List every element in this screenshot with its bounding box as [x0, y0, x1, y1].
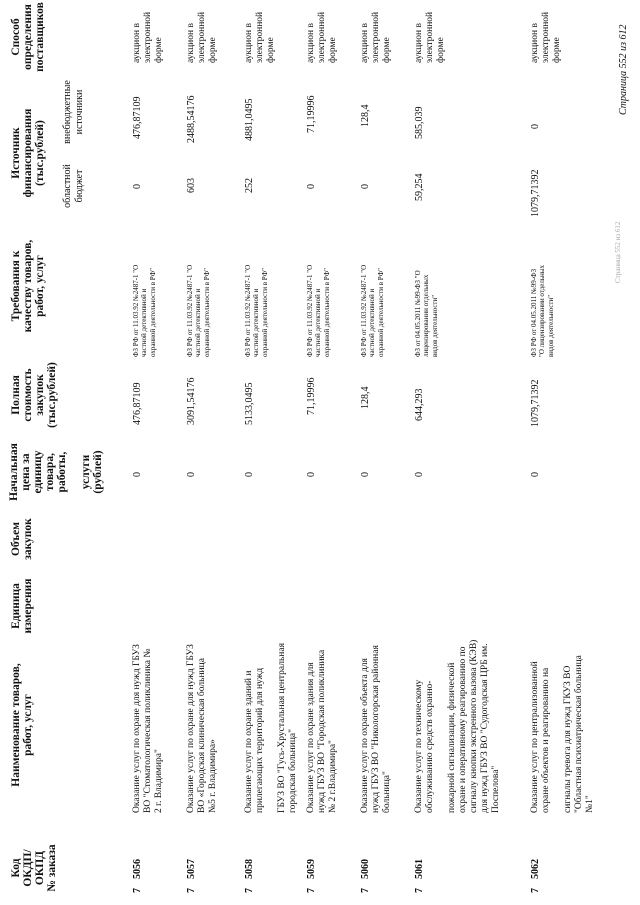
row-requirements: ФЗ РФ от 11.03.92 №2487-1 "О частной детективной и охранной деятельности в РФ" [132, 264, 157, 357]
header-requirements: Требования к качеству товаров, работ, услуг [10, 239, 46, 333]
row-regional: 0 [306, 184, 317, 189]
header-regional: областной бюджет [62, 164, 85, 208]
row-regional: 603 [186, 178, 197, 193]
row-start-price: 0 [360, 472, 371, 477]
row-requirements: ФЗ РФ от 11.03.92 №2487-1 "О частной детективной и охранной деятельности в РФ" [244, 264, 269, 357]
row-method: аукцион в электронной форме [186, 11, 218, 63]
row-start-price: 0 [132, 472, 143, 477]
row-method: аукцион в электронной форме [306, 11, 338, 63]
row-regional: 1079,71392 [530, 169, 541, 217]
row-name: Оказание услуг по охране здания для нужд ГБУЗ ВО "Городская поликлиника № 2 г.Владимира" [306, 649, 338, 813]
row-start-price: 0 [414, 472, 425, 477]
row-requirements: ФЗ от 04.05.2011 №99-ФЗ "О лицензировании отдельных видов деятельности" [414, 270, 439, 357]
row-code: 7 [360, 888, 371, 893]
header-name: Наименование товаров, работ, услуг [10, 663, 34, 787]
row-requirements: ФЗ РФ от 11.03.92 №2487-1 "О частной детективной и охранной деятельности в РФ" [306, 264, 331, 357]
row-requirements: ФЗ РФ от 11.03.92 №2487-1 "О частной детективной и охранной деятельности в РФ" [186, 264, 211, 357]
row-total: 5133,0495 [244, 382, 255, 425]
row-name: Оказание услуг по охране для нужд ГБУЗ ВО «Городская клиническая больница №5 г. Владимира» [186, 644, 218, 813]
row-number: 5059 [306, 859, 317, 879]
row-total: 476,87109 [132, 382, 143, 425]
row-number: 5062 [530, 859, 541, 879]
page-watermark: Страница 552 из 612 [614, 221, 622, 283]
row-method: аукцион в электронной форме [530, 11, 562, 63]
row-number: 5056 [132, 859, 143, 879]
row-code: 7 [530, 888, 541, 893]
page-footer: Страница 552 из 612 [618, 24, 629, 115]
header-start-price: Начальная цена за единицу товара, работы, услуги (рублей) [8, 443, 104, 501]
header-funding: Источник финансирования (тыс.рублей) [10, 108, 46, 198]
row-code: 7 [306, 888, 317, 893]
row-name: Оказание услуг по охране для нужд ГБУЗ ВО "Стоматологическая поликлиника № 2 г. Владимира" [132, 644, 164, 813]
row-regional: 0 [132, 184, 143, 189]
row-method: аукцион в электронной форме [414, 11, 446, 63]
row-extra: 0 [530, 124, 541, 129]
header-unit: Единица измерения [10, 578, 34, 634]
row-regional: 0 [360, 184, 371, 189]
row-code: 7 [186, 888, 197, 893]
row-extra: 71,19996 [306, 95, 317, 133]
row-extra: 585,039 [414, 106, 425, 139]
row-requirements: ФЗ РФ от 04.05.2011 №99-ФЗ "О лицензировании отдельных видов деятельности" [530, 265, 555, 357]
row-number: 5057 [186, 859, 197, 879]
row-name: Оказание услуг по охране зданий и прилегающих территорий для нужд ГБУЗ ВО "Гусь-Хрустальная центральная городская больница" [244, 643, 298, 813]
row-number: 5058 [244, 859, 255, 879]
header-extra: внебюджетные источники [62, 80, 85, 144]
row-regional: 59,254 [414, 173, 425, 201]
row-start-price: 0 [530, 472, 541, 477]
row-start-price: 0 [244, 472, 255, 477]
row-extra: 4881,0495 [244, 98, 255, 141]
row-total: 3091,54176 [186, 377, 197, 425]
row-name: Оказание услуг по централизованной охране объектов и реагированию на сигналы тревога для нужд ГКУЗ ВО "Областная психиатрическая больница №1" [530, 655, 595, 813]
row-code: 7 [414, 888, 425, 893]
row-name: Оказание услуг по охране объекта для нужд ГБУЗ ВО "Никологорская районная больница" [360, 645, 392, 813]
row-method: аукцион в электронной форме [132, 11, 164, 63]
header-total: Полная стоимость закупок (тыс.рублей) [10, 362, 58, 428]
row-number: 5060 [360, 859, 371, 879]
row-extra: 2488,54176 [186, 95, 197, 143]
row-method: аукцион в электронной форме [244, 11, 276, 63]
row-total: 644,293 [414, 388, 425, 421]
row-number: 5061 [414, 859, 425, 879]
row-start-price: 0 [306, 472, 317, 477]
row-regional: 252 [244, 178, 255, 193]
header-volume: Объем закупок [10, 518, 34, 560]
row-requirements: ФЗ РФ от 11.03.92 №2487-1 "О частной детективной и охранной деятельности в РФ" [360, 264, 385, 357]
header-code: Код ОКДП/ ОКПД № заказа [10, 844, 58, 892]
header-method: Способ определения поставщиков [10, 2, 46, 72]
row-total: 71,19996 [306, 377, 317, 415]
row-method: аукцион в электронной форме [360, 11, 392, 63]
row-code: 7 [244, 888, 255, 893]
row-start-price: 0 [186, 472, 197, 477]
row-name: Оказание услуг по техническому обслуживанию средств охранно- пожарной сигнализации, физической охране и оперативному реагированию по сигналу кнопки экстренного вызова (КЭВ) для нужд ГБУЗ ВО "Судогодская ЦРБ им. Поспелова" [414, 639, 501, 813]
row-extra: 128,4 [360, 104, 371, 127]
row-total: 128,4 [360, 386, 371, 409]
row-total: 1079,71392 [530, 379, 541, 427]
row-extra: 476,87109 [132, 96, 143, 139]
row-code: 7 [132, 888, 143, 893]
